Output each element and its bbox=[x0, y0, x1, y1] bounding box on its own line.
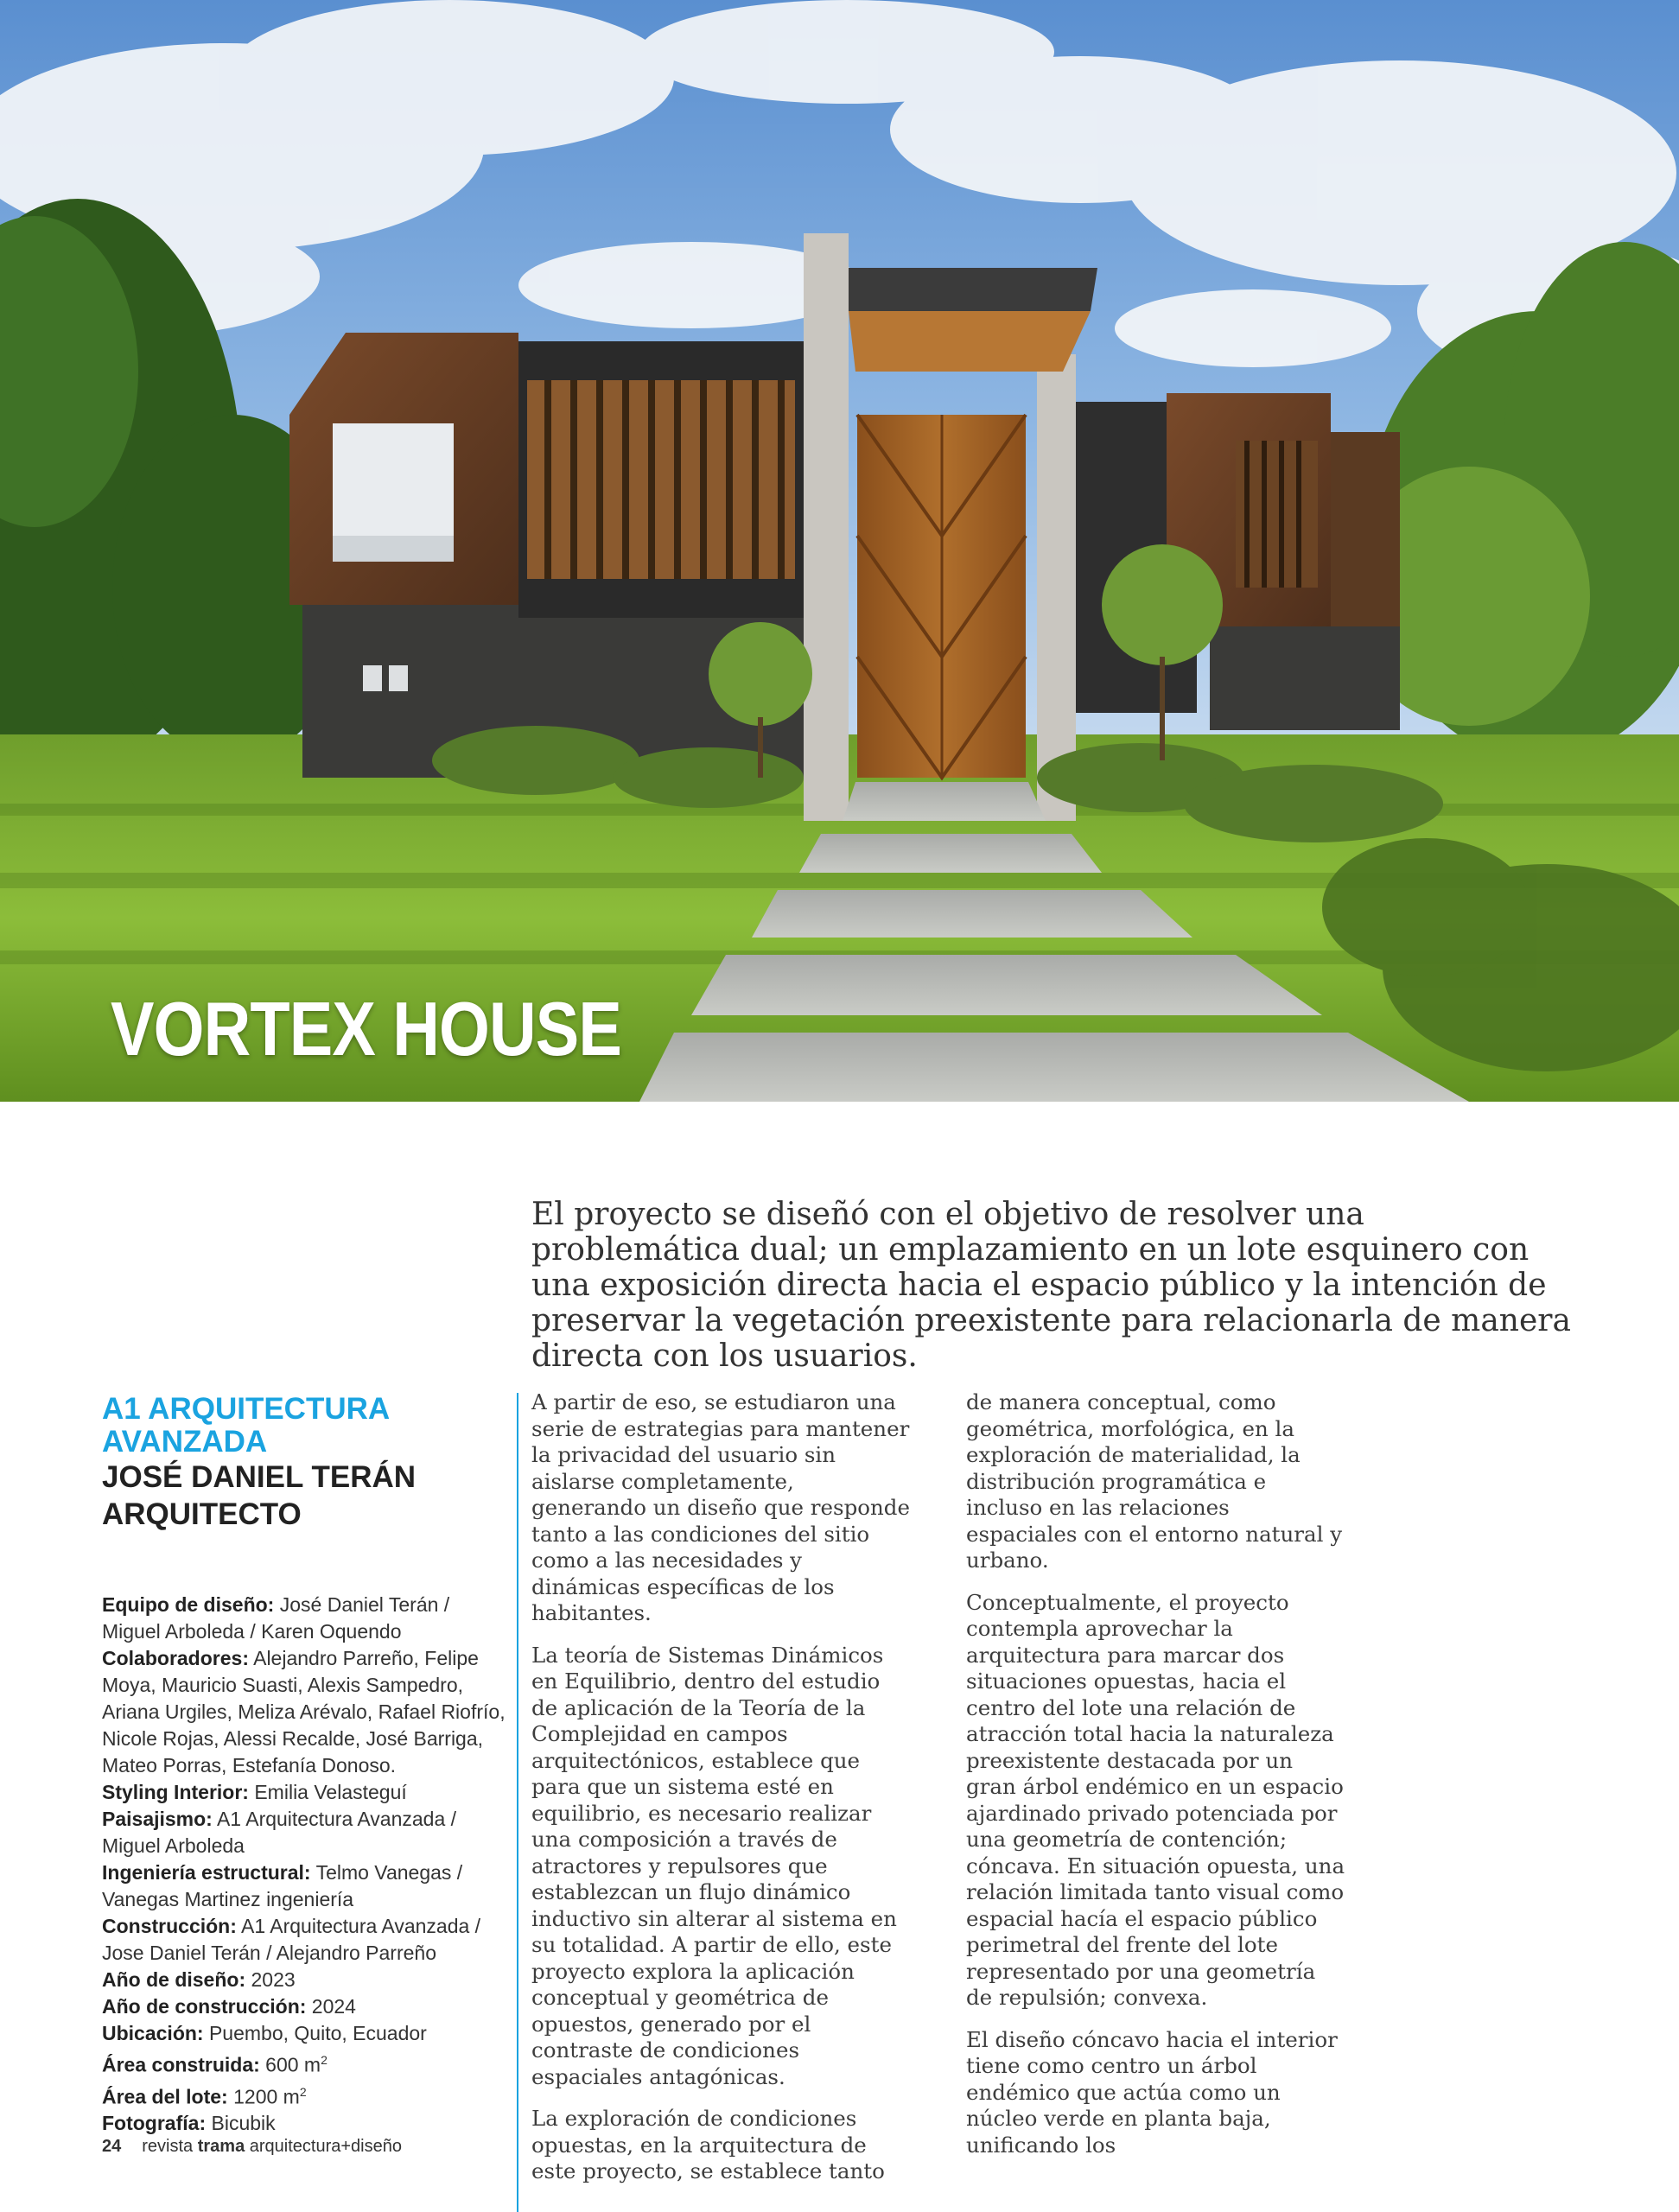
credit-label: Fotografía: bbox=[102, 2112, 207, 2135]
body-paragraph: La exploración de condiciones opuestas, en la arquitectura de este proyecto, se establece tanto bbox=[531, 2106, 885, 2183]
credit-label: Construcción: bbox=[102, 1915, 237, 1937]
body-paragraph: El diseño cóncavo hacia el interior tiene como centro un árbol endémico que actúa como un núcleo verde en planta baja, unificando los bbox=[966, 2026, 1338, 2158]
body-column-2 bbox=[966, 1389, 1346, 2174]
credit-item bbox=[102, 1859, 508, 1913]
house-photo bbox=[0, 0, 1679, 1102]
credit-label: Styling Interior: bbox=[102, 1781, 249, 1803]
credit-label: Ubicación: bbox=[102, 2022, 204, 2044]
credit-value: 2024 bbox=[311, 1995, 356, 2018]
firm-name: A1 ARQUITECTURA AVANZADA bbox=[102, 1392, 389, 1459]
hero-photo bbox=[0, 0, 1679, 1102]
credit-value: Puembo, Quito, Ecuador bbox=[208, 2022, 427, 2044]
body-paragraph: Conceptualmente, el proyecto contempla aprovechar la arquitectura para marcar dos situaciones opuestas, hacia el centro del lote una relación de atracción total hacia la naturaleza preexistente destacada por un gran árbol endémico en un espacio ajardinado privado potenciada por una geometría de contención; cóncava. En situación opuesta, una relación limitada tanto visual como espacial hacía el espacio público perimetral del frente del lote representado por una geometría de repulsión; convexa. bbox=[966, 1589, 1345, 2010]
lead-paragraph: El proyecto se diseñó con el objetivo de resolver una problemática dual; un emplazamiento en un lote esquinero con una exposición directa hacia el espacio público y la intención de preservar la vegetación preexistente para relacionarla de manera directa con los usuarios. bbox=[531, 1197, 1571, 1374]
credit-label: Área del lote: bbox=[102, 2085, 228, 2108]
body-paragraph: La teoría de Sistemas Dinámicos en Equilibrio, dentro del estudio de aplicación de la Teoría de la Complejidad en campos arquitectónicos, establece que para que un sistema esté en equilibrio, es necesario realizar una composición a través de atractores y repulsores que establezcan un flujo dinámico inductivo sin alterar al sistema en su totalidad. A partir de ello, este proyecto explora la aplicación conceptual y geométrica de opuestos, generado por el contraste de condiciones espaciales antagónicas. bbox=[531, 1642, 897, 2089]
superscript: 2 bbox=[321, 2053, 328, 2067]
credit-value: 1200 m bbox=[233, 2085, 300, 2108]
article-title: VORTEX HOUSE bbox=[111, 986, 622, 1071]
credit-value: A1 Arquitectura Avanzada / Miguel Arboleda bbox=[102, 1808, 457, 1857]
credit-value: Alejandro Parreño, Felipe Moya, Mauricio Suasti, Alexis Sampedro, Ariana Urgiles, Meliza Arévalo, Rafael Riofrío, Nicole Rojas, Alessi Recalde, José Barriga, Mateo Porras, Estefanía Donoso. bbox=[102, 1647, 506, 1777]
credit-label: Paisajismo: bbox=[102, 1808, 213, 1830]
credit-item bbox=[102, 2110, 508, 2137]
body-paragraph: A partir de eso, se estudiaron una serie de estrategias para mantener la privacidad del usuario sin aislarse completamente, generando un diseño que responde tanto a las condiciones del sitio como a las necesidades y dinámicas específicas de los habitantes. bbox=[531, 1389, 910, 1625]
credit-value: Telmo Vanegas / Vanegas Martinez ingeniería bbox=[102, 1861, 463, 1910]
page-number: 24 bbox=[102, 2137, 122, 2156]
column-divider bbox=[517, 1393, 518, 2212]
footer-brand: trama bbox=[197, 2137, 245, 2156]
body-paragraph: de manera conceptual, como geométrica, morfológica, en la exploración de materialidad, la distribución programática e incluso en las relaciones espaciales con el entorno natural y urbano. bbox=[966, 1389, 1343, 1573]
credit-list bbox=[102, 1592, 508, 2137]
credit-value: José Daniel Terán / Miguel Arboleda / Karen Oquendo bbox=[102, 1593, 450, 1643]
credit-value: 600 m bbox=[265, 2053, 321, 2076]
credit-value: A1 Arquitectura Avanzada / Jose Daniel Terán / Alejandro Parreño bbox=[102, 1915, 481, 1964]
credit-item bbox=[102, 2020, 508, 2047]
credit-value: 2023 bbox=[251, 1968, 296, 1991]
credits-column bbox=[102, 1393, 508, 2137]
credit-item bbox=[102, 1993, 508, 2020]
credit-label: Colaboradores: bbox=[102, 1647, 249, 1669]
page-footer bbox=[102, 2137, 402, 2157]
credit-label: Área construida: bbox=[102, 2053, 260, 2076]
credit-item bbox=[102, 2047, 508, 2079]
architect-name: JOSÉ DANIEL TERÁN bbox=[102, 1460, 417, 1494]
credit-value: Emilia Velasteguí bbox=[254, 1781, 407, 1803]
credit-item bbox=[102, 1645, 508, 1779]
credit-label: Ingeniería estructural: bbox=[102, 1861, 311, 1884]
credit-label: Equipo de diseño: bbox=[102, 1593, 275, 1616]
credit-item bbox=[102, 1592, 508, 1645]
credit-value: Bicubik bbox=[211, 2112, 276, 2135]
architect-title: ARQUITECTO bbox=[102, 1497, 302, 1531]
credit-item bbox=[102, 1779, 508, 1806]
credit-item bbox=[102, 2079, 508, 2111]
credit-label: Año de diseño: bbox=[102, 1968, 246, 1991]
credit-item bbox=[102, 1913, 508, 1967]
footer-prefix: revista bbox=[142, 2137, 194, 2156]
superscript: 2 bbox=[299, 2084, 307, 2099]
credit-item bbox=[102, 1806, 508, 1859]
credit-label: Año de construcción: bbox=[102, 1995, 307, 2018]
footer-suffix: arquitectura+diseño bbox=[249, 2137, 402, 2156]
credit-item bbox=[102, 1967, 508, 1993]
body-column-1 bbox=[531, 1389, 912, 2201]
